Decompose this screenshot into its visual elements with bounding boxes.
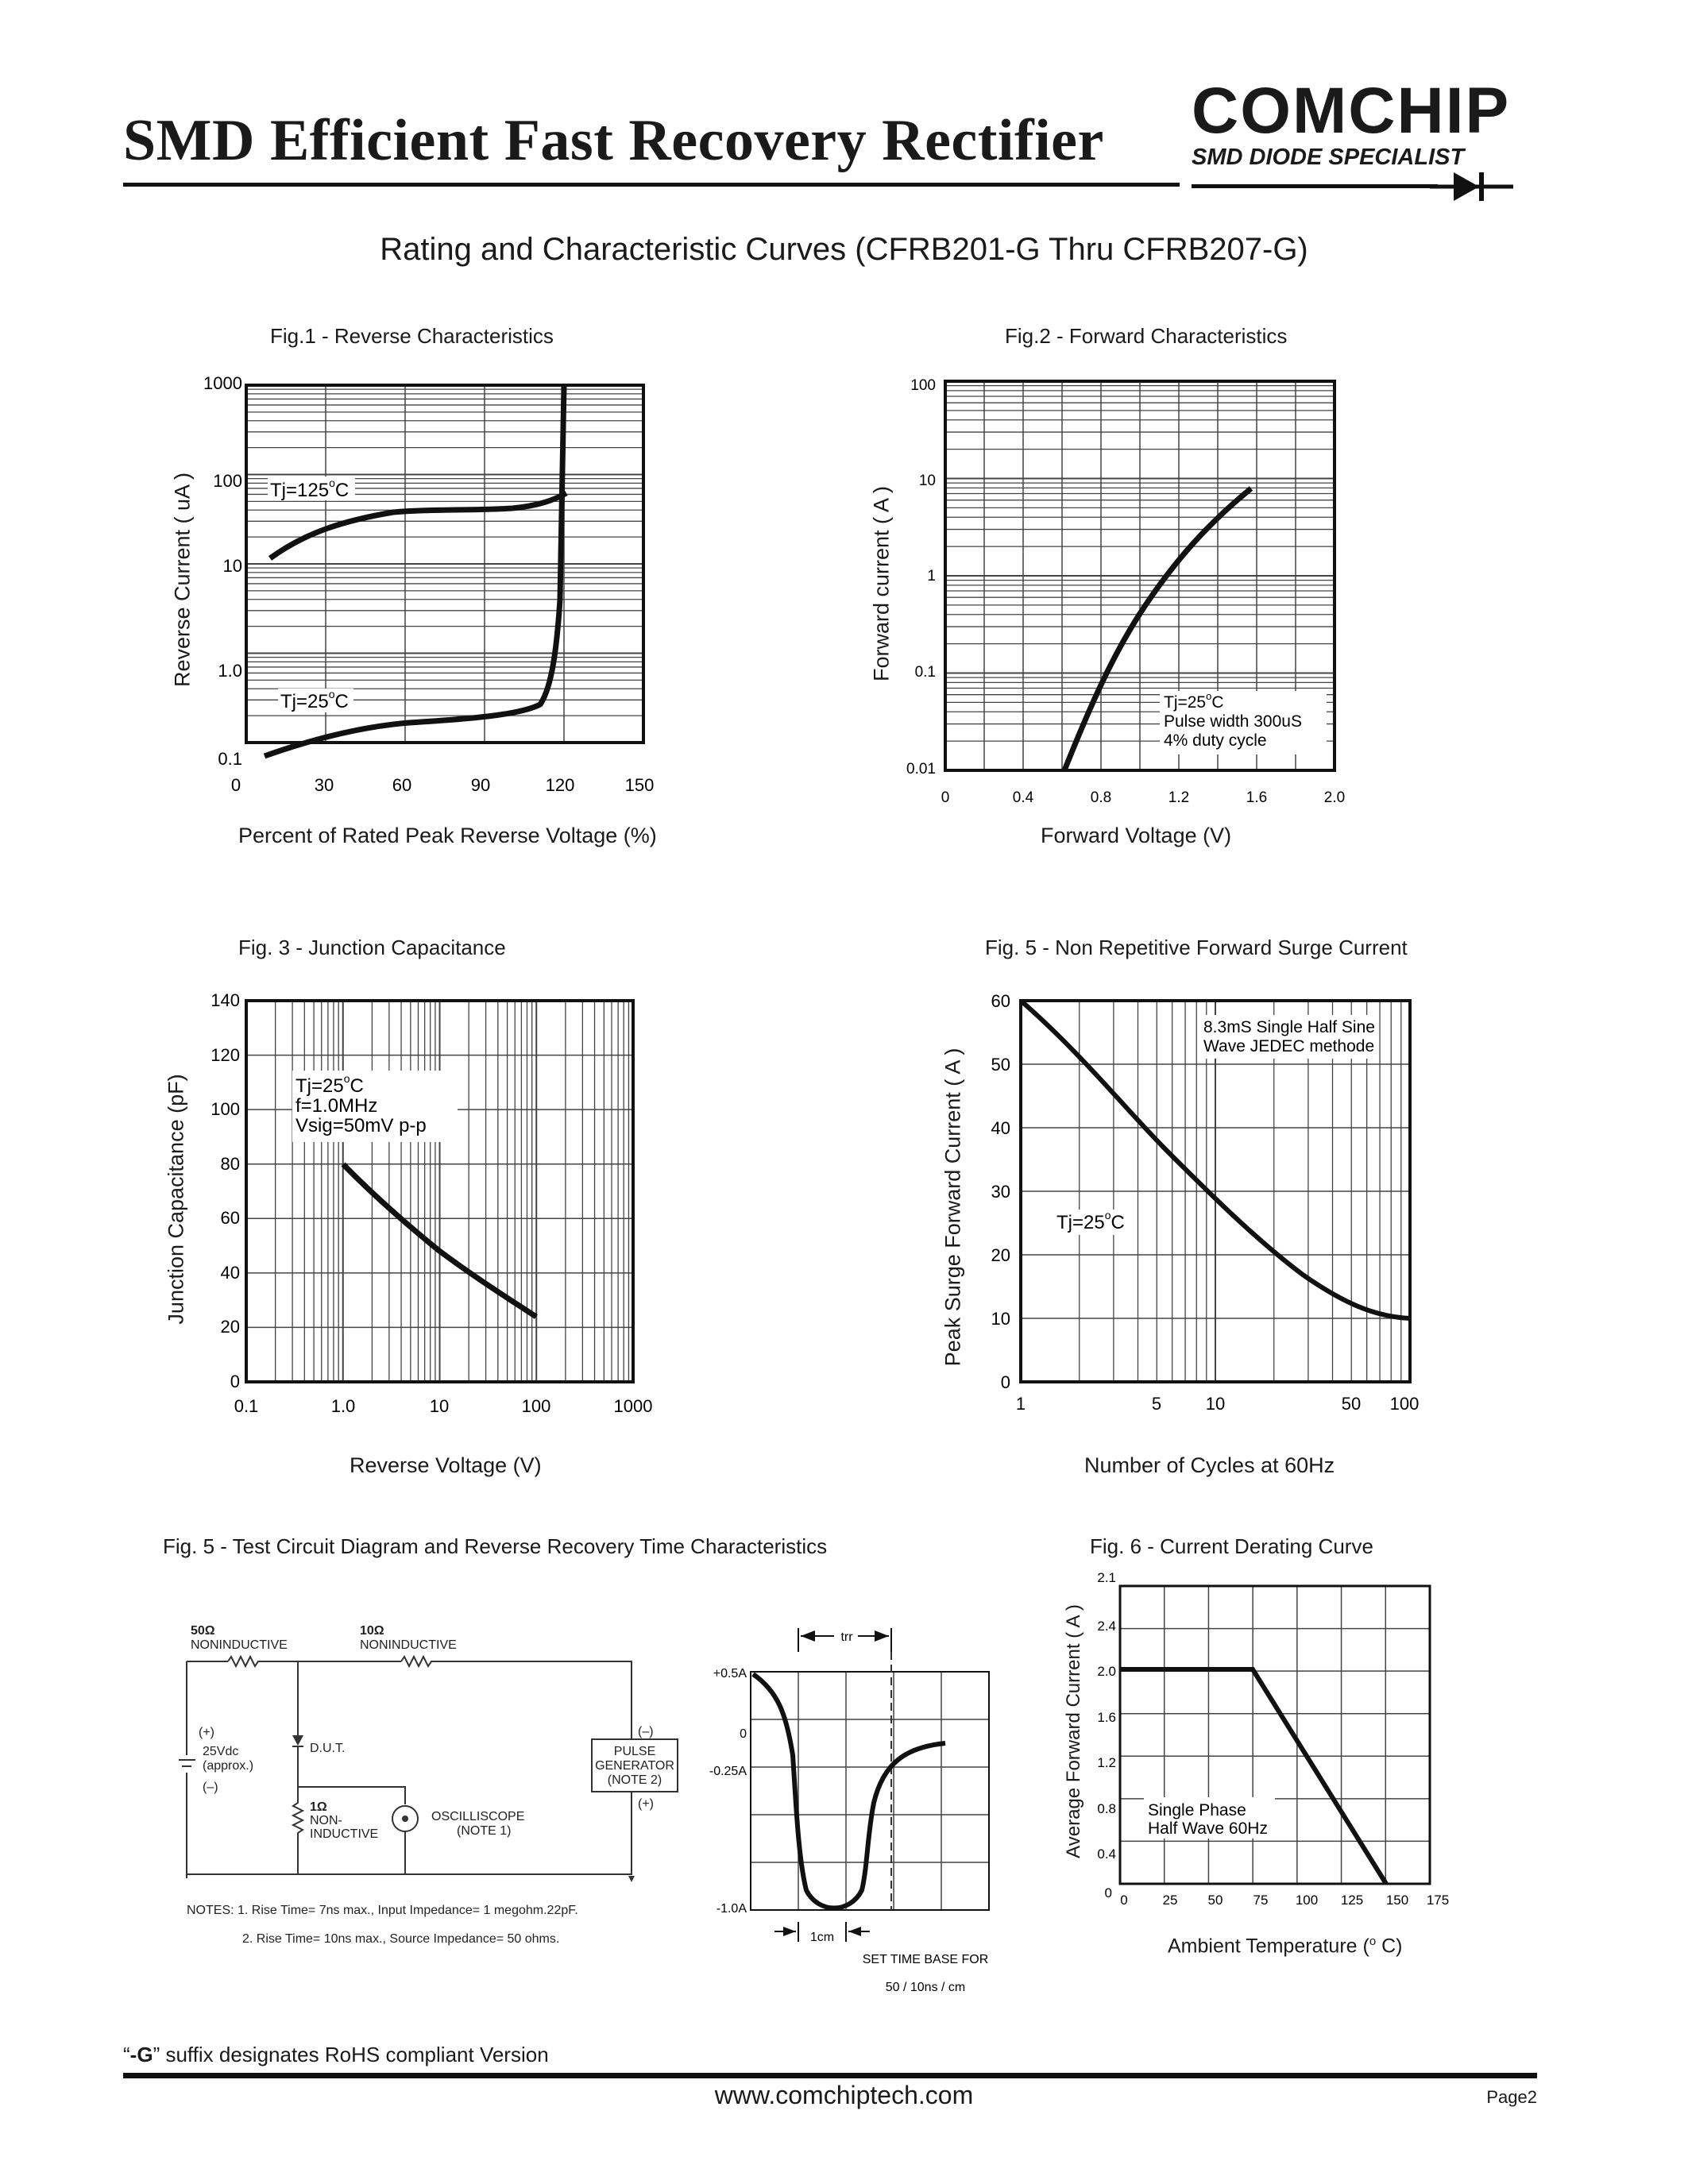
fig1-xtick-60: 60 <box>392 775 412 795</box>
fig3-annotation-freq: f=1.0MHz <box>295 1095 378 1117</box>
fig6-xtick-175: 175 <box>1426 1893 1450 1908</box>
fig2-annotation-pulse: Pulse width 300uS <box>1164 712 1302 731</box>
fig2-ytick-10: 10 <box>918 473 936 489</box>
fig2-xtick-2.0: 2.0 <box>1323 789 1346 806</box>
cm-arrow-right-icon <box>848 1927 861 1936</box>
fig2-xtick-1.2: 1.2 <box>1168 789 1190 806</box>
fig3-xtick-100: 100 <box>521 1396 551 1416</box>
fig1-xtick-150: 150 <box>624 775 655 795</box>
fig2-title: Fig.2 - Forward Characteristics <box>1005 324 1288 348</box>
title-underline <box>123 183 1180 187</box>
dut-wire <box>293 1661 405 1874</box>
circuit-title: Fig. 5 - Test Circuit Diagram and Reverse Recovery Time Characteristics <box>163 1534 828 1558</box>
fig6-ytick-2.4: 2.4 <box>1097 1619 1116 1634</box>
page-number: Page2 <box>1486 2087 1537 2107</box>
fig3-ytick-60: 60 <box>220 1208 240 1228</box>
fig1-xtick-0: 0 <box>230 775 241 795</box>
fig6-grid <box>1120 1586 1430 1884</box>
fig1-ytick-1000: 1000 <box>203 373 242 393</box>
fig6-title: Fig. 6 - Current Derating Curve <box>1090 1534 1373 1558</box>
fig3-grid <box>246 1001 633 1382</box>
fig6-annotation-line2: Half Wave 60Hz <box>1148 1819 1268 1838</box>
rohs-footnote: “-G” suffix designates RoHS compliant Version <box>123 2043 549 2066</box>
fig6-ytick-2.1: 2.1 <box>1097 1570 1116 1585</box>
page-title: SMD Efficient Fast Recovery Rectifier <box>123 108 1104 173</box>
fig2-chart <box>874 361 1382 806</box>
trr-label: trr <box>840 1630 853 1644</box>
trr-y-minus1: -1.0A <box>716 1902 747 1916</box>
fig1-annotation-25c: $Tj=25^oC$ <box>280 688 349 712</box>
supply-voltage: 25Vdc <box>203 1745 239 1758</box>
fig6-xtick-0: 0 <box>1120 1893 1128 1908</box>
r2-type: NONINDUCTIVE <box>360 1638 457 1652</box>
fig6-xtick-125: 125 <box>1340 1893 1364 1908</box>
fig3-title: Fig. 3 - Junction Capacitance <box>238 936 506 959</box>
dut-diode-icon <box>292 1735 303 1746</box>
diode-symbol-icon <box>1430 170 1517 203</box>
circuit-note-2: 2. Rise Time= 10ns max., Source Impedance= 50 ohms. <box>242 1932 560 1946</box>
fig3-chart <box>191 985 667 1430</box>
fig3-ytick-140: 140 <box>211 990 240 1010</box>
fig1-curve-125c <box>270 493 566 558</box>
fig3-ytick-20: 20 <box>220 1317 240 1337</box>
fig2-xtick-0: 0 <box>941 789 950 806</box>
fig2-ytick-1: 1 <box>927 568 936 585</box>
scope-dot <box>402 1815 408 1822</box>
cm-arrow-left-icon <box>783 1927 796 1936</box>
brand-name: COMCHIP <box>1192 75 1511 147</box>
fig5-ytick-10: 10 <box>991 1309 1010 1329</box>
trr-curve <box>753 1674 945 1908</box>
ground-icon <box>628 1876 635 1882</box>
supply-note: (approx.) <box>203 1759 254 1773</box>
trr-arrow-right-icon <box>875 1630 889 1642</box>
fig6-ytick-1.6: 1.6 <box>1097 1710 1116 1725</box>
fig5-annotation-line2: Wave JEDEC methode <box>1203 1037 1375 1055</box>
fig1-title: Fig.1 - Reverse Characteristics <box>270 324 554 348</box>
fig5-title: Fig. 5 - Non Repetitive Forward Surge Current <box>985 936 1408 959</box>
r3-value: 1Ω <box>310 1800 327 1814</box>
fig6-ylabel: Average Forward Current ( A ) <box>1063 1604 1084 1858</box>
fig1-xtick-120: 120 <box>545 775 575 795</box>
fig3-ytick-100: 100 <box>211 1099 240 1119</box>
fig3-xlabel: Reverse Voltage (V) <box>350 1453 542 1477</box>
fig1-ylabel: Reverse Current ( uA ) <box>170 472 195 688</box>
fig3-annotation-tj: $Tj=25^oC$ <box>295 1072 364 1097</box>
fig6-ytick-0: 0 <box>1104 1885 1112 1900</box>
fig2-xtick-0.8: 0.8 <box>1090 789 1112 806</box>
supply-minus: (–) <box>203 1781 218 1794</box>
fig5-chart <box>969 985 1446 1430</box>
fig6-xlabel: Ambient Temperature ($^o$ C) <box>1168 1935 1403 1958</box>
fig5-xtick-100: 100 <box>1389 1394 1420 1414</box>
trr-timebase-2: 50 / 10ns / cm <box>885 1981 966 1994</box>
trr-y-zero: 0 <box>740 1727 747 1741</box>
fig3-annotation-vsig: Vsig=50mV p-p <box>295 1115 427 1136</box>
fig6-annotation-line1: Single Phase <box>1148 1801 1246 1819</box>
fig2-ytick-0.01: 0.01 <box>906 761 936 778</box>
r3-type2: INDUCTIVE <box>310 1827 379 1841</box>
pg-label-1: PULSE <box>613 1745 656 1758</box>
section-subtitle: Rating and Characteristic Curves (CFRB201-G Thru CFRB207-G) <box>380 232 1308 267</box>
fig3-ylabel: Junction Capacitance (pF) <box>164 1074 188 1325</box>
fig5-ytick-30: 30 <box>991 1182 1010 1202</box>
fig2-annotation-tj: $Tj=25^oC$ <box>1164 690 1224 712</box>
fig2-annotation-duty: 4% duty cycle <box>1164 731 1267 750</box>
fig6-xtick-50: 50 <box>1207 1893 1223 1908</box>
fig3-xtick-1000: 1000 <box>613 1396 653 1416</box>
fig3-xtick-0.1: 0.1 <box>234 1396 259 1416</box>
fig3-ytick-40: 40 <box>220 1263 240 1283</box>
trr-arrow-left-icon <box>801 1630 815 1642</box>
pg-label-3: (NOTE 2) <box>607 1773 662 1787</box>
brand-tagline: SMD DIODE SPECIALIST <box>1192 145 1465 170</box>
dut-label: D.U.T. <box>310 1742 346 1755</box>
scope-note: (NOTE 1) <box>457 1824 512 1838</box>
trr-frame <box>751 1672 989 1910</box>
trr-grid <box>751 1672 989 1910</box>
pg-label-2: GENERATOR <box>595 1759 674 1773</box>
circuit-note-1: NOTES: 1. Rise Time= 7ns max., Input Impedance= 1 megohm.22pF. <box>187 1904 578 1917</box>
fig3-ytick-0: 0 <box>230 1372 240 1391</box>
fig1-chart <box>155 361 711 806</box>
fig6-ytick-1.2: 1.2 <box>1097 1755 1116 1770</box>
r2-value: 10Ω <box>360 1624 384 1638</box>
fig6-chart <box>1068 1569 1458 1918</box>
fig5-ytick-60: 60 <box>991 991 1010 1011</box>
fig6-xtick-150: 150 <box>1385 1893 1409 1908</box>
fig6-ytick-0.8: 0.8 <box>1097 1801 1116 1816</box>
trr-cm-label: 1cm <box>809 1931 835 1944</box>
scope-label: OSCILLISCOPE <box>431 1810 525 1823</box>
fig5-annotation-tj: $Tj=25^oC$ <box>1056 1209 1125 1233</box>
fig1-ytick-0.1: 0.1 <box>218 749 242 769</box>
fig3-xtick-1.0: 1.0 <box>330 1396 356 1416</box>
top-wire <box>187 1657 632 1739</box>
fig5-xtick-50: 50 <box>1341 1394 1362 1414</box>
supply-plus: (+) <box>199 1726 214 1739</box>
pg-minus: (–) <box>638 1725 654 1738</box>
fig5-xtick-5: 5 <box>1151 1394 1162 1414</box>
fig5-ytick-20: 20 <box>991 1245 1010 1265</box>
fig5-ytick-40: 40 <box>991 1118 1010 1138</box>
fig6-ytick-2.0: 2.0 <box>1097 1664 1116 1679</box>
fig6-xtick-25: 25 <box>1162 1893 1178 1908</box>
fig1-ytick-10: 10 <box>222 556 242 576</box>
fig3-xtick-10: 10 <box>429 1396 450 1416</box>
fig5-xlabel: Number of Cycles at 60Hz <box>1084 1453 1335 1477</box>
fig6-xtick-100: 100 <box>1295 1893 1319 1908</box>
trr-waveform <box>699 1596 1041 2009</box>
fig1-annotation-125c: $Tj=125^oC$ <box>270 477 350 501</box>
fig5-ytick-50: 50 <box>991 1055 1010 1075</box>
trr-y-minus025: -0.25A <box>709 1765 747 1778</box>
fig2-ylabel: Forward current ( A ) <box>869 485 894 682</box>
fig5-xtick-10: 10 <box>1205 1394 1226 1414</box>
footer-rule <box>123 2073 1537 2078</box>
r3-type1: NON- <box>310 1814 342 1827</box>
fig2-xtick-0.4: 0.4 <box>1012 789 1034 806</box>
r1-value: 50Ω <box>191 1624 215 1638</box>
pg-plus: (+) <box>638 1797 654 1811</box>
fig5-ytick-0: 0 <box>1000 1372 1010 1392</box>
fig3-ytick-80: 80 <box>220 1154 240 1174</box>
fig5-ylabel: Peak Surge Forward Current ( A ) <box>941 1048 965 1367</box>
fig1-ytick-100: 100 <box>213 471 242 491</box>
fig1-xtick-90: 90 <box>470 775 491 795</box>
fig6-ytick-0.4: 0.4 <box>1097 1846 1116 1862</box>
fig6-frame <box>1120 1586 1430 1884</box>
fig5-annotation-line1: 8.3mS Single Half Sine <box>1203 1018 1375 1036</box>
fig5-xtick-1: 1 <box>1015 1394 1026 1414</box>
trr-timebase-1: SET TIME BASE FOR <box>862 1953 989 1966</box>
website-link[interactable]: www.comchiptech.com <box>714 2081 974 2109</box>
fig3-ytick-120: 120 <box>211 1045 240 1065</box>
r1-type: NONINDUCTIVE <box>191 1638 288 1652</box>
fig1-xlabel: Percent of Rated Peak Reverse Voltage (%) <box>238 824 657 847</box>
test-circuit-diagram <box>179 1596 703 1946</box>
fig2-xtick-1.6: 1.6 <box>1246 789 1268 806</box>
fig2-ytick-100: 100 <box>910 377 936 394</box>
fig6-xtick-75: 75 <box>1253 1893 1269 1908</box>
fig1-xtick-30: 30 <box>314 775 334 795</box>
trr-y-plus05: +0.5A <box>713 1667 747 1680</box>
brand-underline <box>1192 184 1438 188</box>
fig1-ytick-1: 1.0 <box>218 661 242 681</box>
brand-logo <box>1192 75 1525 171</box>
fig2-ytick-0.1: 0.1 <box>914 664 936 681</box>
fig2-xlabel: Forward Voltage (V) <box>1041 824 1232 847</box>
